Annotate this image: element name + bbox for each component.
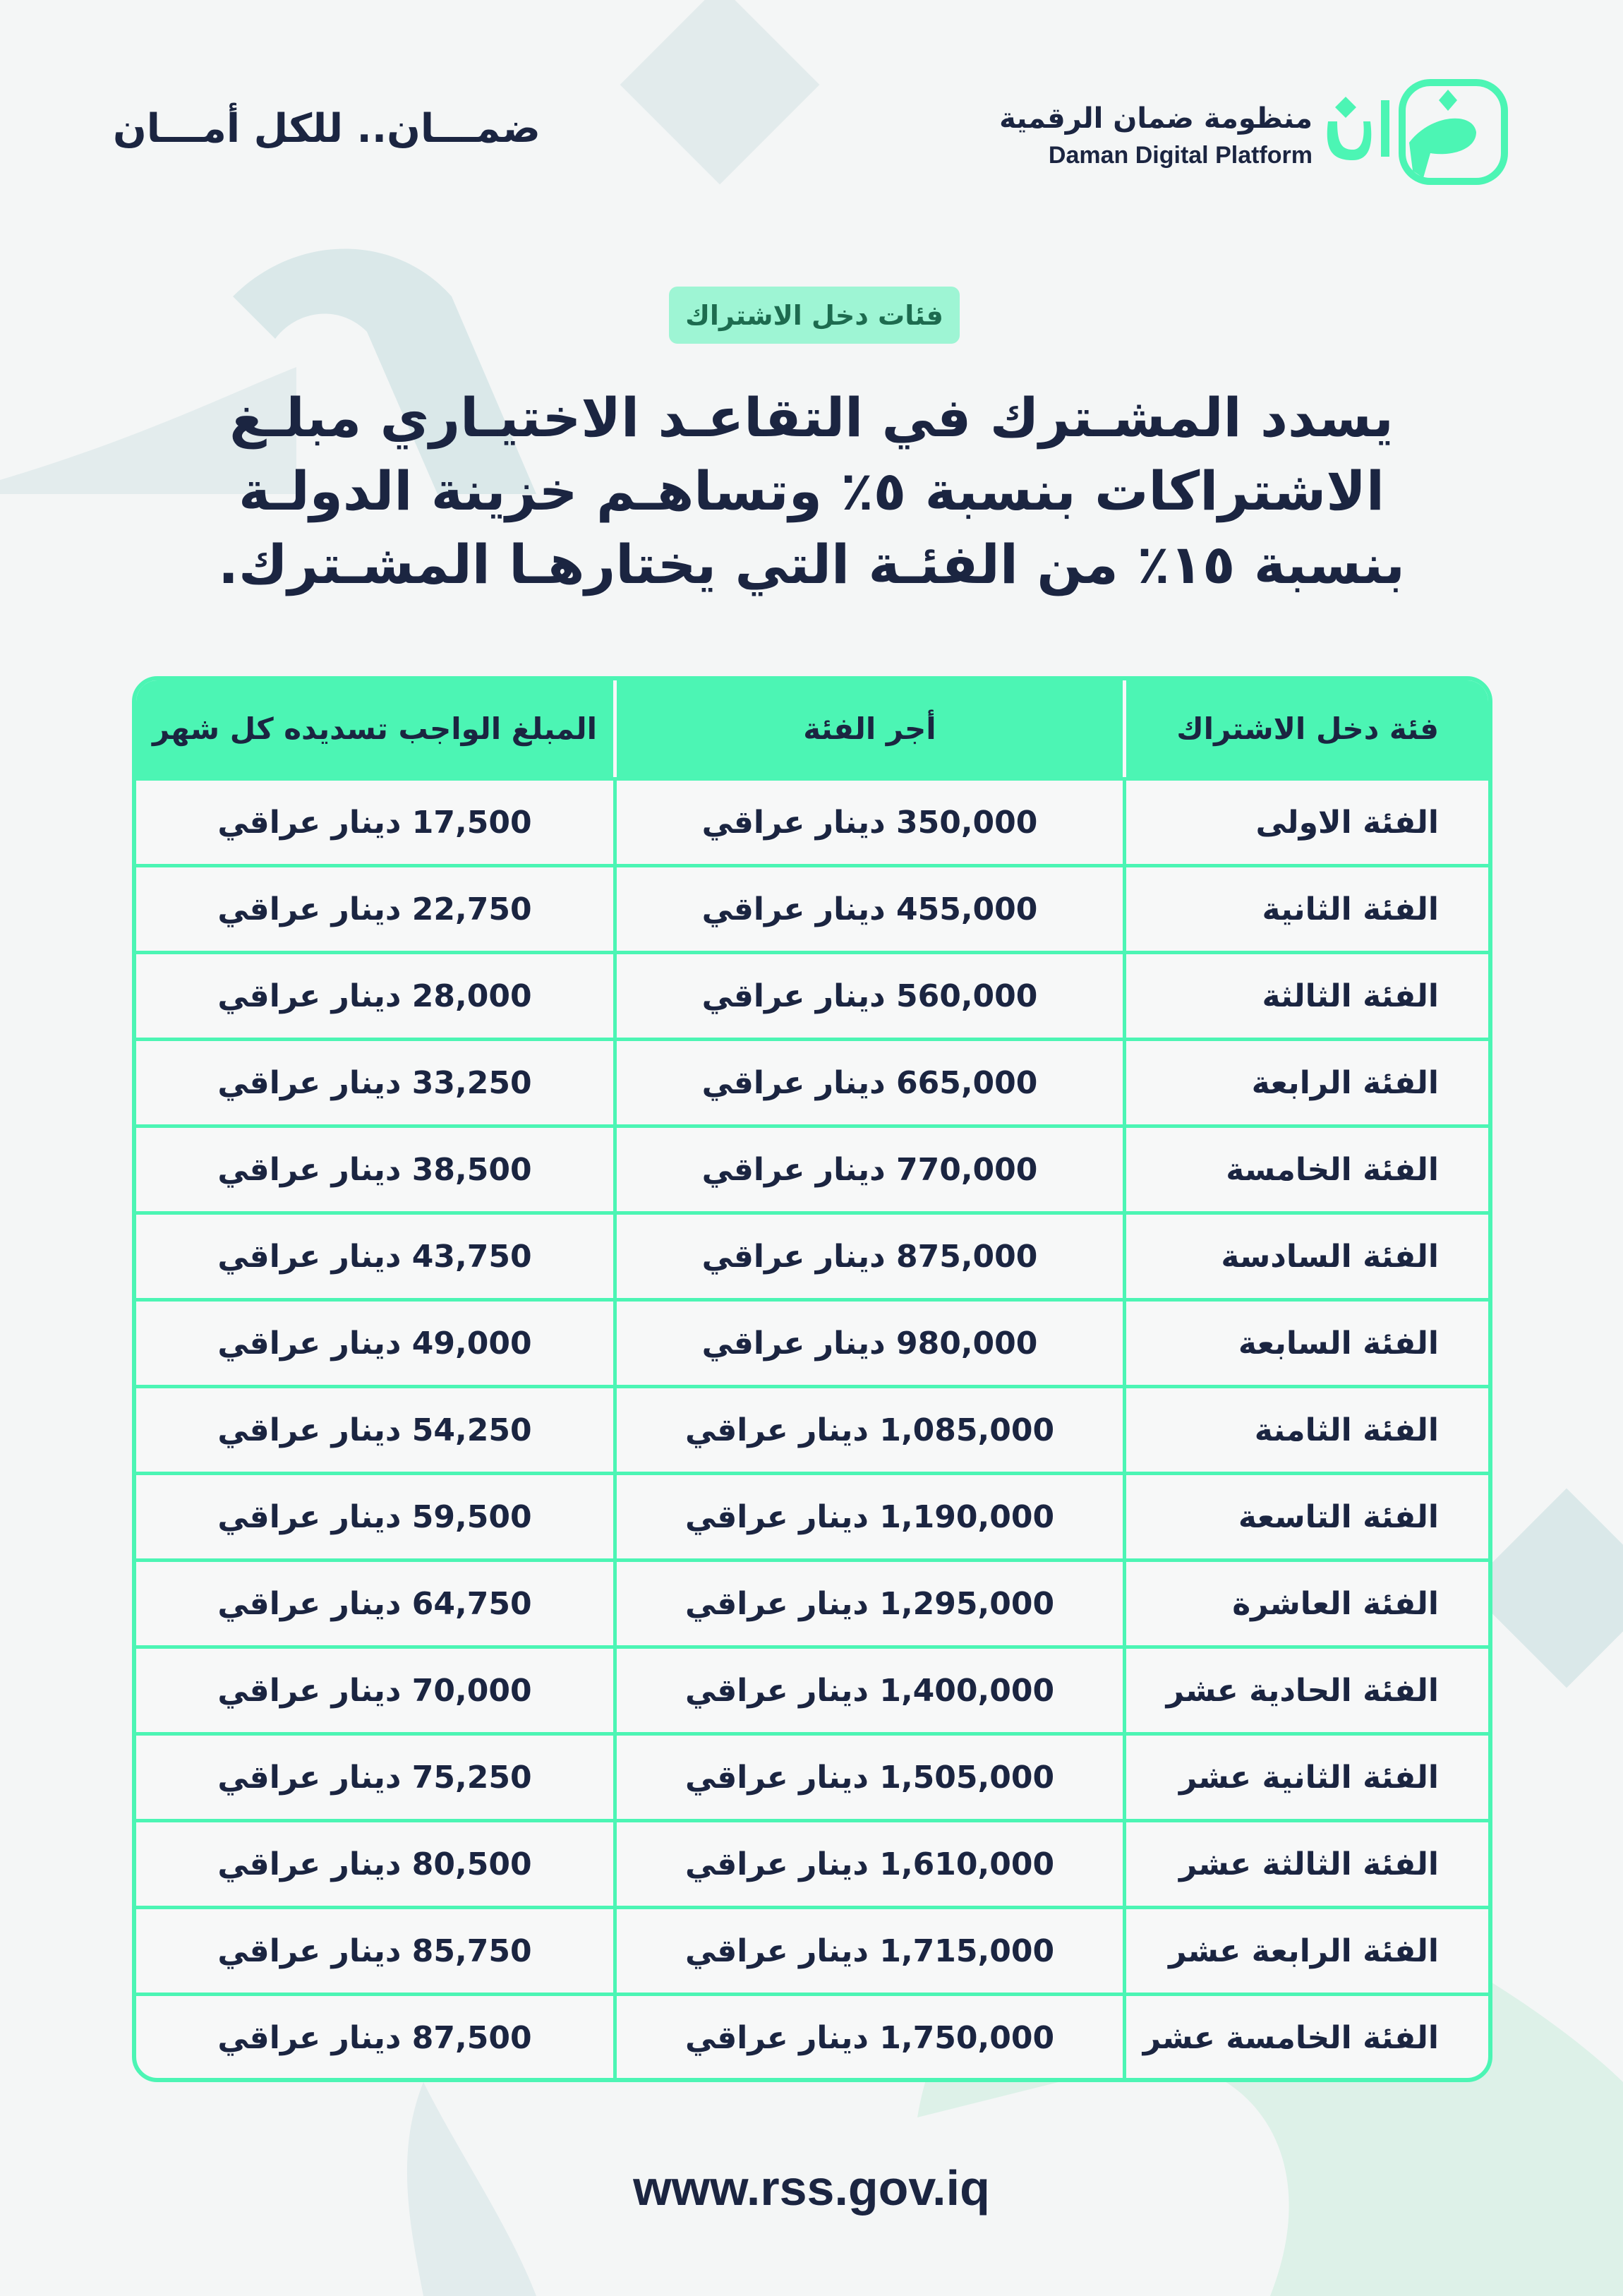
daman-logo-icon	[1325, 79, 1508, 185]
category-cell: الفئة الثانية	[1123, 867, 1488, 951]
monthly-amount-cell: 38,500 دينار عراقي	[217, 1151, 532, 1188]
table-row	[136, 1298, 1488, 1385]
wage-cell: 350,000 دينار عراقي	[613, 781, 1123, 864]
table-row	[136, 1211, 1488, 1298]
column-header-monthly-amount: المبلغ الواجب تسديده كل شهر	[152, 711, 598, 746]
monthly-amount-cell: 85,750 دينار عراقي	[217, 1933, 532, 1969]
monthly-amount-cell: 43,750 دينار عراقي	[217, 1238, 532, 1275]
brand-name	[999, 99, 1313, 172]
column-header-category: فئة دخل الاشتراك	[1123, 680, 1488, 777]
wage-cell: 1,085,000 دينار عراقي	[613, 1388, 1123, 1472]
monthly-amount-cell: 17,500 دينار عراقي	[217, 804, 532, 841]
table-header-row	[136, 680, 1488, 777]
category-cell: الفئة الثانية عشر	[1123, 1736, 1488, 1819]
monthly-amount-cell: 87,500 دينار عراقي	[217, 2019, 532, 2056]
wage-cell: 1,400,000 دينار عراقي	[613, 1649, 1123, 1732]
category-cell: الفئة الخامسة	[1123, 1128, 1488, 1211]
monthly-amount-cell: 80,500 دينار عراقي	[217, 1846, 532, 1882]
category-cell: الفئة السابعة	[1123, 1302, 1488, 1385]
category-cell: الفئة الثامنة	[1123, 1388, 1488, 1472]
wage-cell: 770,000 دينار عراقي	[613, 1128, 1123, 1211]
monthly-amount-cell: 49,000 دينار عراقي	[217, 1325, 532, 1362]
table-row	[136, 1558, 1488, 1645]
table-row	[136, 1645, 1488, 1732]
table-row	[136, 1732, 1488, 1819]
monthly-amount-cell: 64,750 دينار عراقي	[217, 1585, 532, 1622]
wage-cell: 875,000 دينار عراقي	[613, 1215, 1123, 1298]
category-cell: الفئة التاسعة	[1123, 1475, 1488, 1558]
monthly-amount-cell: 33,250 دينار عراقي	[217, 1064, 532, 1101]
category-cell: الفئة الثالثة عشر	[1123, 1822, 1488, 1906]
wage-cell: 1,750,000 دينار عراقي	[613, 1996, 1123, 2079]
wage-cell: 1,190,000 دينار عراقي	[613, 1475, 1123, 1558]
table-row	[136, 1124, 1488, 1211]
category-cell: الفئة الرابعة	[1123, 1041, 1488, 1124]
brand-name-arabic: منظومة ضمان الرقمية	[999, 102, 1313, 135]
table-row	[136, 1472, 1488, 1558]
brand-name-english: Daman Digital Platform	[1048, 142, 1313, 169]
category-cell: الفئة السادسة	[1123, 1215, 1488, 1298]
category-cell: الفئة الرابعة عشر	[1123, 1909, 1488, 1993]
category-cell: الفئة الحادية عشر	[1123, 1649, 1488, 1732]
table-row	[136, 951, 1488, 1038]
category-cell: الفئة الثالثة	[1123, 954, 1488, 1038]
table-row	[136, 777, 1488, 864]
subscription-table	[132, 676, 1492, 2082]
table-row	[136, 1038, 1488, 1124]
table-row	[136, 864, 1488, 951]
monthly-amount-cell: 22,750 دينار عراقي	[217, 891, 532, 927]
wage-cell: 560,000 دينار عراقي	[613, 954, 1123, 1038]
monthly-amount-cell: 75,250 دينار عراقي	[217, 1759, 532, 1796]
wage-cell: 980,000 دينار عراقي	[613, 1302, 1123, 1385]
website-url[interactable]: www.rss.gov.iq	[633, 2160, 990, 2216]
table-row	[136, 1385, 1488, 1472]
wage-cell: 1,610,000 دينار عراقي	[613, 1822, 1123, 1906]
table-row	[136, 1993, 1488, 2079]
page-title: يسدد المشـترك في التقاعـد الاختيـاري مبلـغ الاشتراكات بنسبة ٥٪ وتساهـم خزينة الدولـة بنسبة ١٥٪ من الفئـة التي يختارهـا المشـترك.	[218, 386, 1405, 596]
section-badge: فئات دخل الاشتراك	[669, 287, 960, 344]
category-cell: الفئة العاشرة	[1123, 1562, 1488, 1645]
monthly-amount-cell: 70,000 دينار عراقي	[217, 1672, 532, 1709]
monthly-amount-cell: 54,250 دينار عراقي	[217, 1412, 532, 1448]
tagline: ضمـــان.. للكل أمـــان	[113, 106, 541, 152]
wage-cell: 455,000 دينار عراقي	[613, 867, 1123, 951]
wage-cell: 1,295,000 دينار عراقي	[613, 1562, 1123, 1645]
wage-cell: 1,715,000 دينار عراقي	[613, 1909, 1123, 1993]
table-row	[136, 1819, 1488, 1906]
column-header-wage: أجر الفئة	[613, 680, 1123, 777]
category-cell: الفئة الاولى	[1123, 781, 1488, 864]
wage-cell: 665,000 دينار عراقي	[613, 1041, 1123, 1124]
table-row	[136, 1906, 1488, 1993]
monthly-amount-cell: 28,000 دينار عراقي	[217, 978, 532, 1014]
wage-cell: 1,505,000 دينار عراقي	[613, 1736, 1123, 1819]
category-cell: الفئة الخامسة عشر	[1123, 1996, 1488, 2079]
monthly-amount-cell: 59,500 دينار عراقي	[217, 1498, 532, 1535]
